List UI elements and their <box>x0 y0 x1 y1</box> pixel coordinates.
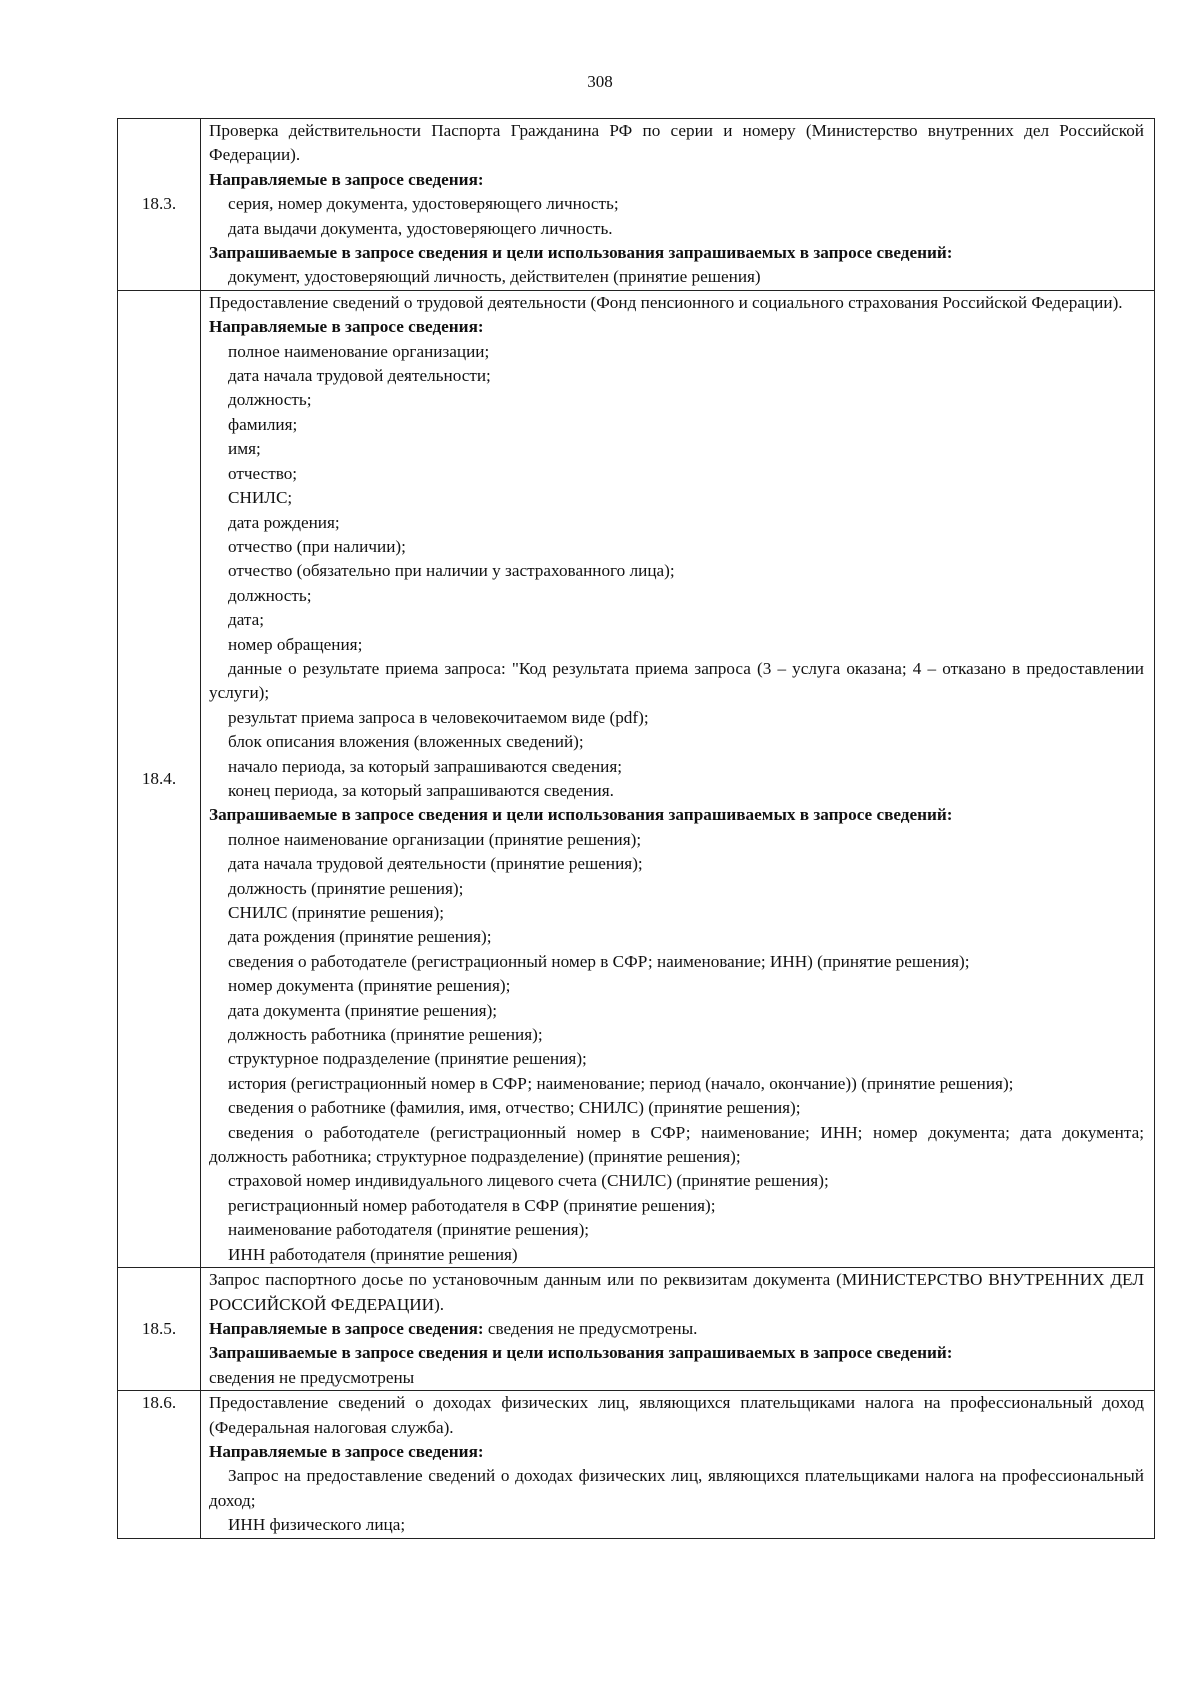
list-item: наименование работодателя (принятие решения); <box>228 1220 590 1240</box>
table-row <box>118 119 1155 291</box>
item-number: 18.4. <box>118 290 201 1267</box>
list-item: СНИЛС (принятие решения); <box>228 903 445 922</box>
list-item: ИНН работодателя (принятие решения) <box>228 1244 518 1264</box>
list-item: должность работника (принятие решения); <box>228 1025 543 1045</box>
table-row <box>118 1268 1155 1391</box>
section-heading-line <box>209 1317 1144 1341</box>
list-item: номер документа (принятие решения); <box>228 976 511 996</box>
item-content <box>201 119 1155 291</box>
list-item: отчество (обязательно при наличии у застрахованного лица); <box>228 561 675 581</box>
list-item: сведения о работнике (фамилия, имя, отчество; СНИЛС) (принятие решения); <box>228 1098 801 1118</box>
paragraph: Запрос паспортного досье по установочным данным или по реквизитам документа (МИНИСТЕРСТВО ВНУТРЕННИХ ДЕЛ РОССИЙСКОЙ ФЕДЕРАЦИИ). <box>209 1270 1144 1314</box>
list-item: Запрос на предоставление сведений о доходах физических лиц, являющихся плательщиками налога на профессиональный доход; <box>209 1466 1144 1510</box>
page-number: 308 <box>587 72 613 91</box>
paragraph: сведения не предусмотрены <box>209 1367 415 1387</box>
paragraph: Предоставление сведений о трудовой деятельности (Фонд пенсионного и социального страхования Российской Федерации). <box>209 292 1123 312</box>
list-item: должность; <box>228 585 312 605</box>
list-item: данные о результате приема запроса: "Код результата приема запроса (3 – услуга оказана; 4 – отказано в предоставлении услуги); <box>209 658 1144 703</box>
section-heading: Направляемые в запросе сведения: <box>209 1441 484 1461</box>
section-heading: Запрашиваемые в запросе сведения и цели использования запрашиваемых в запросе сведений: <box>209 1343 953 1363</box>
list-item: начало периода, за который запрашиваются сведения; <box>228 756 623 776</box>
table-row <box>118 1391 1155 1538</box>
list-item: дата документа (принятие решения); <box>228 1000 498 1020</box>
list-item: блок описания вложения (вложенных сведений); <box>228 732 584 752</box>
list-item: дата рождения (принятие решения); <box>228 927 492 947</box>
list-item: страховой номер индивидуального лицевого счета (СНИЛС) (принятие решения); <box>228 1171 829 1191</box>
list-item: регистрационный номер работодателя в СФР (принятие решения); <box>228 1195 716 1215</box>
section-value: сведения не предусмотрены. <box>483 1318 698 1338</box>
list-item: полное наименование организации; <box>228 341 490 361</box>
list-item: результат приема запроса в человекочитаемом виде (pdf); <box>228 707 649 727</box>
list-item: дата рождения; <box>228 512 340 532</box>
list-item: отчество; <box>228 463 298 483</box>
item-content <box>201 1391 1155 1538</box>
paragraph: Проверка действительности Паспорта Гражданина РФ по серии и номеру (Министерство внутренних дел Российской Федерации). <box>209 121 1144 165</box>
list-item: дата выдачи документа, удостоверяющего личность. <box>228 218 613 238</box>
paragraph: Предоставление сведений о доходах физических лиц, являющихся плательщиками налога на профессиональный доход (Федеральная налоговая служба). <box>209 1393 1144 1437</box>
section-heading: Направляемые в запросе сведения: <box>209 317 484 337</box>
list-item: дата; <box>228 610 265 630</box>
section-heading: Запрашиваемые в запросе сведения и цели использования запрашиваемых в запросе сведений: <box>209 243 953 263</box>
list-item: история (регистрационный номер в СФР; наименование; период (начало, окончание)) (принятие решения); <box>228 1073 1014 1093</box>
list-item: сведения о работодателе (регистрационный номер в СФР; наименование; ИНН) (принятие решения); <box>228 951 970 971</box>
list-item: фамилия; <box>228 414 298 434</box>
list-item: номер обращения; <box>228 634 363 654</box>
item-number: 18.5. <box>118 1268 201 1391</box>
section-heading: Направляемые в запросе сведения: <box>209 1318 484 1338</box>
list-item: отчество (при наличии); <box>228 536 406 556</box>
list-item: сведения о работодателе (регистрационный номер в СФР; наименование; ИНН; номер документа; дата документа; должность работника; структурное подразделение) (принятие решения); <box>209 1122 1144 1167</box>
table-row <box>118 290 1155 1267</box>
list-item: документ, удостоверяющий личность, действителен (принятие решения) <box>228 267 761 287</box>
list-item: дата начала трудовой деятельности; <box>228 366 491 386</box>
list-item: СНИЛС; <box>228 488 293 508</box>
list-item: конец периода, за который запрашиваются сведения. <box>228 780 614 800</box>
list-item: ИНН физического лица; <box>228 1515 406 1535</box>
requirements-table <box>117 118 1155 1539</box>
list-item: структурное подразделение (принятие решения); <box>228 1049 587 1069</box>
item-number: 18.6. <box>118 1391 201 1538</box>
list-item: полное наименование организации (принятие решения); <box>228 829 642 849</box>
list-item: должность; <box>228 390 312 410</box>
item-number: 18.3. <box>118 119 201 291</box>
section-heading: Направляемые в запросе сведения: <box>209 169 484 189</box>
item-content <box>201 290 1155 1267</box>
section-heading: Запрашиваемые в запросе сведения и цели использования запрашиваемых в запросе сведений: <box>209 805 953 825</box>
list-item: дата начала трудовой деятельности (принятие решения); <box>228 854 643 874</box>
list-item: должность (принятие решения); <box>228 878 464 898</box>
list-item: имя; <box>228 439 261 459</box>
item-content <box>201 1268 1155 1391</box>
list-item: серия, номер документа, удостоверяющего личность; <box>228 194 619 214</box>
